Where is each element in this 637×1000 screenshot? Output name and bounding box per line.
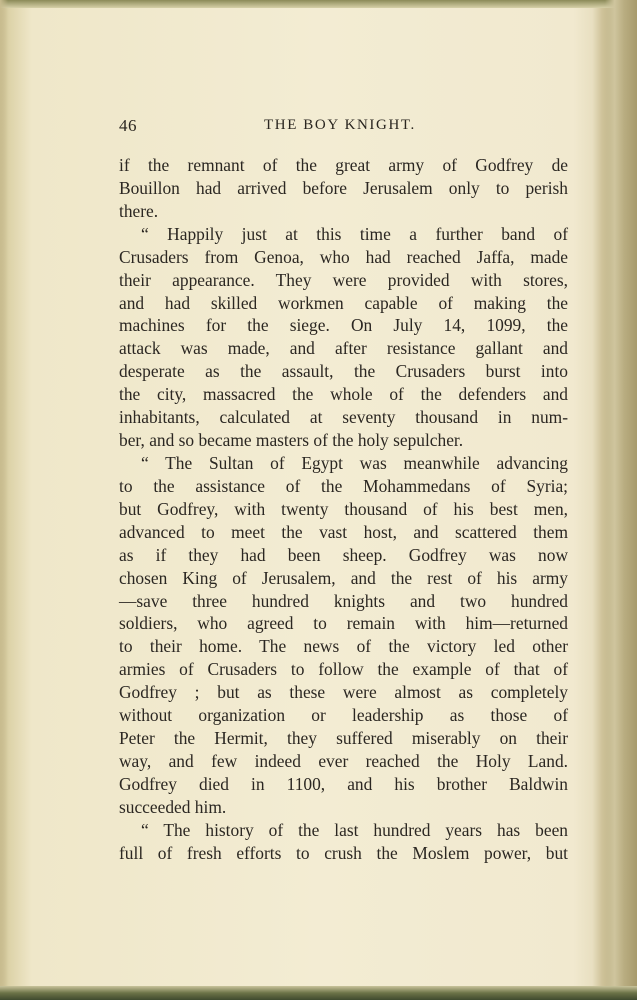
text-line: ber, and so became masters of the holy sepulcher. [119, 430, 464, 451]
page-header [119, 116, 568, 138]
bottom-page-edge [0, 986, 637, 1000]
text-line: “ The Sultan of Egypt was meanwhile advancing [141, 452, 568, 473]
text-line: machines for the siege. On July 14, 1099, the [119, 315, 568, 336]
text-line: there. [119, 200, 159, 221]
text-line: “ Happily just at this time a further band of [141, 223, 568, 244]
text-line: to their home. The news of the victory led other [119, 636, 568, 657]
text-line: the city, massacred the whole of the defenders and [119, 384, 568, 405]
page-number: 46 [119, 116, 137, 135]
text-line: their appearance. They were provided with stores, [119, 269, 568, 290]
left-page-shadow [0, 0, 8, 1000]
text-line: to the assistance of the Mohammedans of Syria; [119, 475, 568, 496]
text-line: soldiers, who agreed to remain with him—returned [119, 613, 568, 634]
right-page-edge [605, 0, 637, 1000]
text-line: Bouillon had arrived before Jerusalem only to perish [119, 177, 568, 198]
text-line: succeeded him. [119, 796, 227, 817]
text-line: Peter the Hermit, they suffered miserably on their [119, 728, 568, 749]
top-page-edge [0, 0, 637, 8]
text-line: but Godfrey, with twenty thousand of his best men, [119, 498, 568, 519]
text-line: Godfrey died in 1100, and his brother Baldwin [119, 773, 568, 794]
text-line: —save three hundred knights and two hundred [119, 590, 568, 611]
text-line: as if they had been sheep. Godfrey was now [119, 544, 568, 565]
text-line: Crusaders from Genoa, who had reached Jaffa, made [119, 246, 568, 267]
text-line: desperate as the assault, the Crusaders burst into [119, 361, 568, 382]
text-line: way, and few indeed ever reached the Holy Land. [119, 750, 568, 771]
text-line: full of fresh efforts to crush the Moslem power, but [119, 842, 568, 863]
text-line: without organization or leadership as those of [119, 705, 568, 726]
text-line: chosen King of Jerusalem, and the rest of his army [119, 567, 568, 588]
text-line: armies of Crusaders to follow the example of that of [119, 659, 568, 680]
body-text [119, 154, 568, 865]
text-line: and had skilled workmen capable of making the [119, 292, 568, 313]
text-line: advanced to meet the vast host, and scattered them [119, 521, 568, 542]
text-line: inhabitants, calculated at seventy thousand in num- [119, 407, 568, 428]
text-line: “ The history of the last hundred years has been [141, 819, 568, 840]
text-line: Godfrey ; but as these were almost as completely [119, 682, 568, 703]
running-head: THE BOY KNIGHT. [264, 117, 416, 133]
text-line: if the remnant of the great army of Godfrey de [119, 155, 568, 175]
text-line: attack was made, and after resistance gallant and [119, 338, 568, 359]
